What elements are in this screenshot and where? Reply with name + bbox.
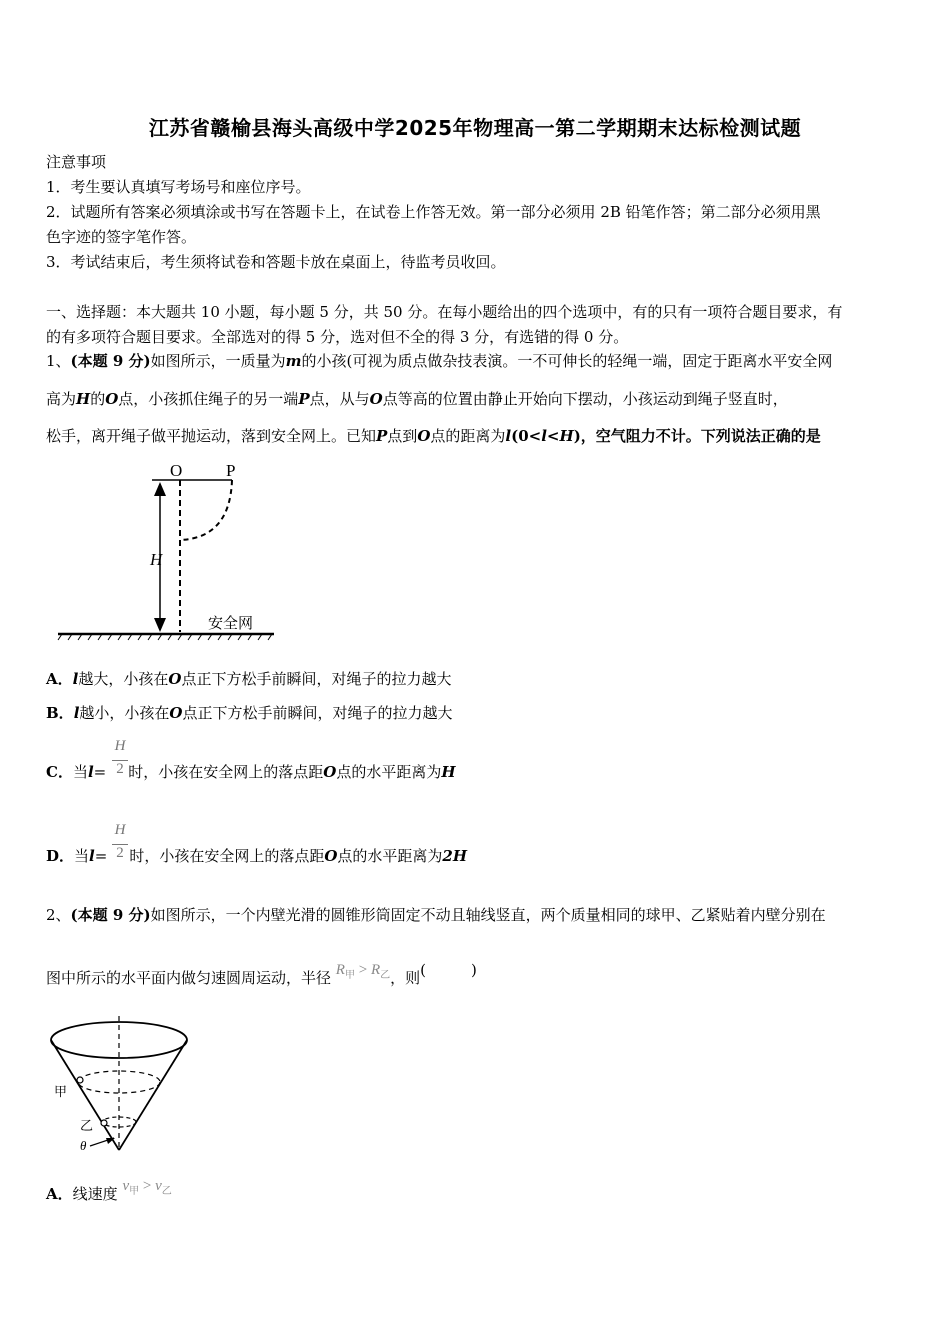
notice-item-2-line-1: 2．试题所有答案必须填涂或书写在答题卡上，在试卷上作答无效。第一部分必须用 2B 铅笔作答；第二部分必须用黑 [46, 203, 821, 221]
notice-item-3: 3．考试结束后，考生须将试卷和答题卡放在桌面上，待监考员收回。 [46, 253, 506, 271]
q2-cone-figure [44, 1010, 194, 1160]
label-jia: 甲 [54, 1085, 68, 1100]
label-yi: 乙 [80, 1119, 94, 1134]
q1-option-d[interactable]: D．当l= 时，小孩在安全网上的落点距O点的水平距离为2H [46, 847, 468, 865]
page-title: 江苏省赣榆县海头高级中学2025年物理高一第二学期期末达标检测试题 [148, 116, 802, 140]
height-arrow-top [154, 482, 166, 496]
label-h: H [150, 550, 163, 569]
q1-stem-line-2: 高为H的O点，小孩抓住绳子的另一端P点，从与O点等高的位置由静止开始向下摆动，小孩运动到绳子竖直时， [46, 390, 788, 408]
q1-option-c-fraction: H 2 [110, 738, 130, 778]
label-o: O [170, 461, 183, 480]
ball-jia [77, 1077, 83, 1083]
height-arrow-bottom [154, 618, 166, 632]
q2-stem-line-2: 图中所示的水平面内做匀速圆周运动，半径 $R_甲 > R_乙$，则( ) [46, 961, 477, 987]
notice-item-2-line-2: 色字迹的签字笔作答。 [46, 228, 197, 246]
q2-radius-inequality: $R_甲 > R_乙$ [335, 962, 391, 981]
q2-option-a[interactable]: A．线速度 $v_甲 > v_乙$ [46, 1178, 172, 1203]
label-theta: θ [80, 1138, 87, 1153]
section-1-instructions-line-1: 一、选择题：本大题共 10 小题，每小题 5 分，共 50 分。在每小题给出的四个选项中，有的只有一项符合题目要求，有 [46, 303, 843, 321]
q1-option-b[interactable]: B．l越小，小孩在O点正下方松手前瞬间，对绳子的拉力越大 [46, 704, 453, 722]
q2-stem-line-1: 2、(本题 9 分)如图所示，一个内壁光滑的圆锥形筒固定不动且轴线竖直，两个质量相同的球甲、乙紧贴着内壁分别在 [46, 906, 826, 924]
q1-stem-line-1: 1、(本题 9 分)如图所示，一质量为m的小孩(可视为质点做杂技表演。一不可伸长的轻绳一端，固定于距离水平安全网 [46, 352, 833, 370]
q1-stem-line-3: 松手，离开绳子做平抛运动，落到安全网上。已知P点到O点的距离为l(0<l<H)，空气阻力不计。下列说法正确的是 [46, 427, 821, 445]
label-safety-net: 安全网 [208, 614, 254, 632]
q1-option-c[interactable]: C．当l= 时，小孩在安全网上的落点距O点的水平距离为H [46, 763, 456, 781]
notice-heading: 注意事项 [46, 153, 107, 171]
q2-option-a-velocity-inequality: $v_甲 > v_乙$ [122, 1178, 172, 1197]
swing-arc-dashed [180, 480, 232, 540]
section-1-instructions-line-2: 的有多项符合题目要求。全部选对的得 5 分，选对但不全的得 3 分，有选错的得 0 分。 [46, 328, 629, 346]
ball-yi [101, 1120, 107, 1126]
q1-option-a[interactable]: A．l越大，小孩在O点正下方松手前瞬间，对绳子的拉力越大 [46, 670, 452, 688]
label-p: P [226, 461, 236, 480]
q1-pendulum-figure [52, 458, 282, 644]
q1-option-d-fraction: H 2 [110, 822, 130, 862]
notice-item-1: 1．考生要认真填写考场号和座位序号。 [46, 178, 311, 196]
